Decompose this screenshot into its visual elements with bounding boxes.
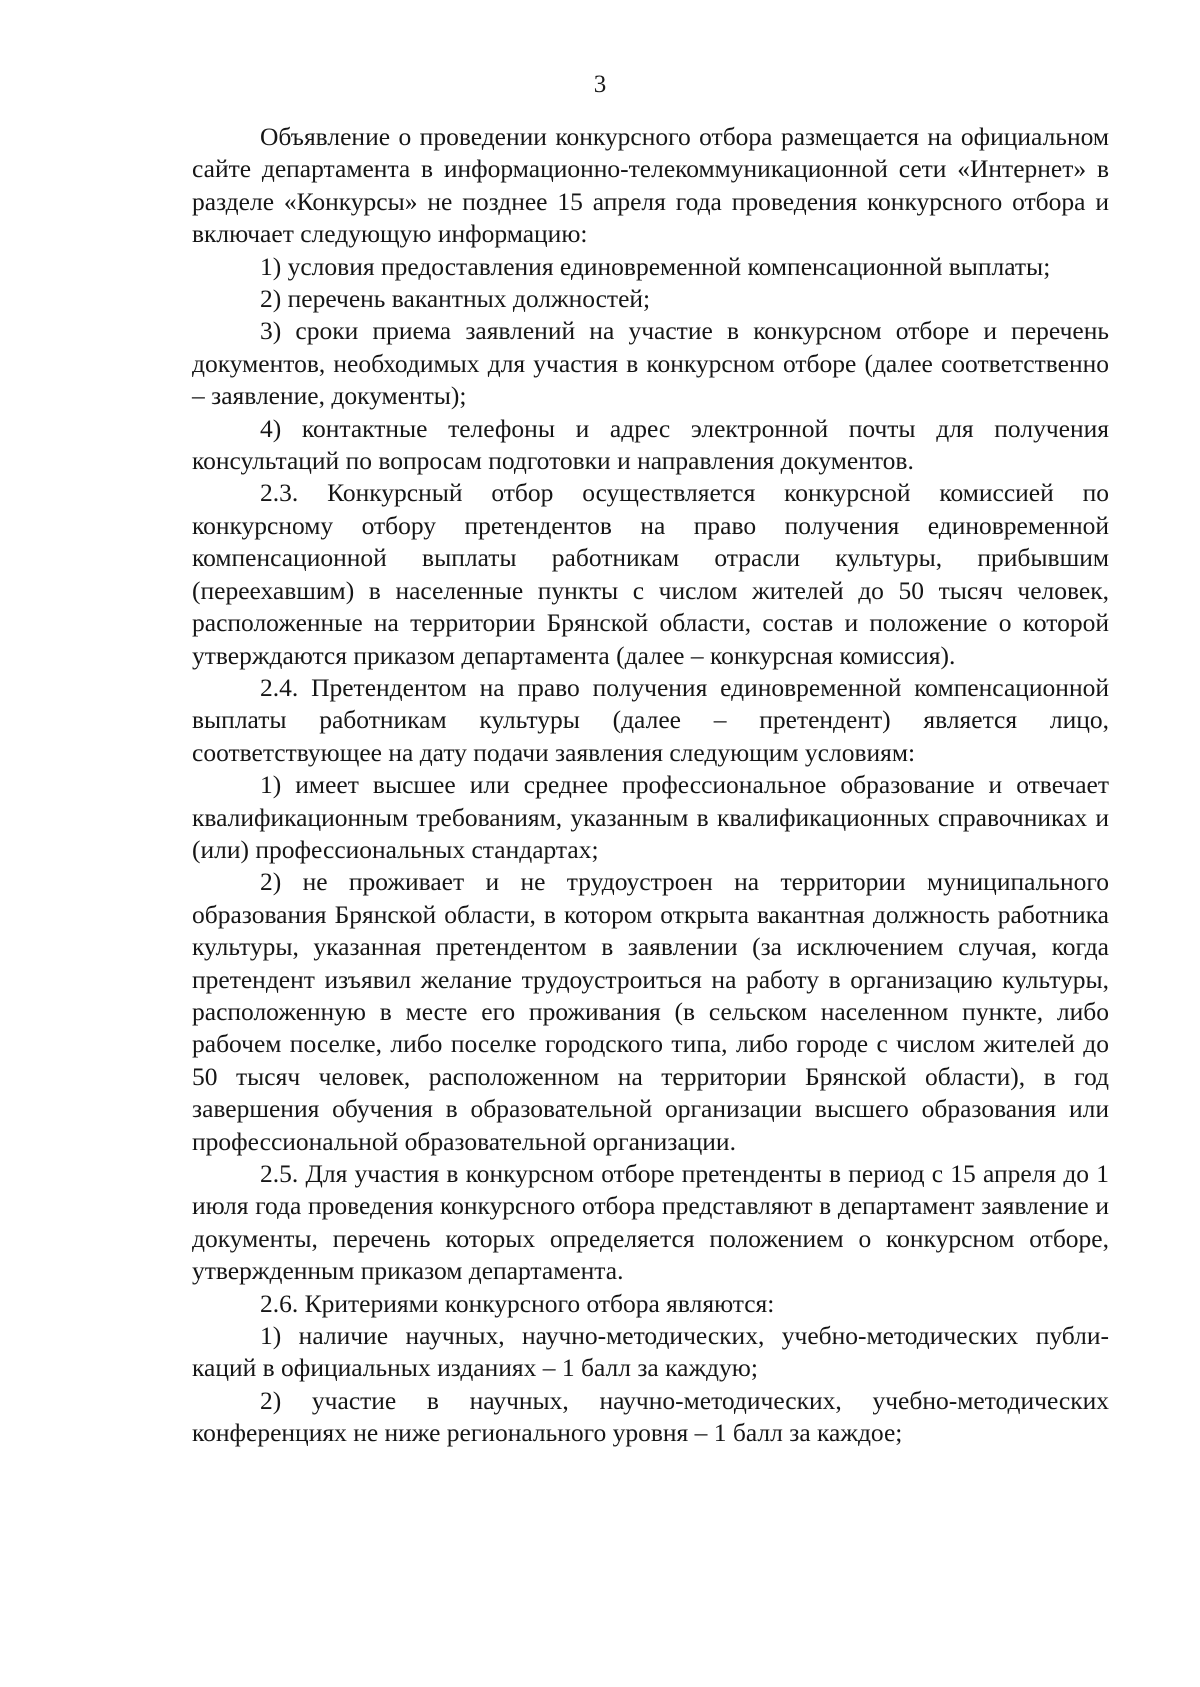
list-item-conditions: 1) условия предоставления единовременной компенсационной выплаты; [260,251,1051,281]
list-item-deadlines: 3) сроки приема заявлений на участие в конкурсном отборе и перечень документов, необходимых для участия в конкурсном отборе (далее соответственно – заявление, документы); [192,316,1109,411]
list-item-conferences: 2) участие в научных, научно-методических, учебно-методических конференциях не ниже регионального уровня – 1 балл за каждое; [192,1385,1109,1448]
list-item-education: 1) имеет высшее или среднее профессиональное образование и отвечает квалификационным требованиям, указанным в квалификационных справочниках и (или) профессиональных стандартах; [192,770,1109,864]
paragraph-2-4: 2.4. Претендентом на право получения единовременной компенсационной выплаты работникам культуры (далее – претендент) является лицо, соответствующее на дату подачи заявления следующим условиям: [192,672,1109,767]
document-body [192,121,1109,1450]
list-item-vacancies: 2) перечень вакантных должностей; [260,284,651,314]
list-item-residence: 2) не проживает и не трудоустроен на территории муниципального образования Брянской области, в котором открыта вакантная должность работника культуры, указанная претендентом в заявлении (за исключением случая, когда претендент изъявил желание трудоустроиться на работу в организацию культуры, расположенную в месте его проживания (в сельском населенном пункте, либо рабочем поселке, либо поселке городского типа, либо городе с числом жителей до 50 тысяч человек, расположенном на территории Брянской области), в год завершения обучения в образовательной организации высшего образования или профессиональной образовательной организации. [192,867,1109,1156]
paragraph-2-3: 2.3. Конкурсный отбор осуществляется конкурсной комиссией по конкурсному отбору претендентов на право получения единовременной компенсационной выплаты работникам отрасли культуры, прибывшим (переехавшим) в населенные пункты с числом жителей до 50 тысяч человек, расположенные на территории Брянской области, состав и положение о которой утверждаются приказом департамента (далее – конкурсная комиссия). [192,478,1109,670]
paragraph-2-5: 2.5. Для участия в конкурсном отборе претенденты в период с 15 апреля до 1 июля года проведения конкурсного отбора представляют в департамент заявление и документы, перечень которых определяется положением о конкурсном отборе, утвержденным приказом департамента. [192,1159,1109,1286]
paragraph-announcement: Объявление о проведении конкурсного отбора размещается на официальном сайте департамента в информационно-телекоммуникационной сети «Интернет» в разделе «Конкурсы» не позднее 15 апреля года проведения конкурсного отбора и включает следующую информацию: [192,122,1109,249]
list-item-publications: 1) наличие научных, научно-методических, учебно-методических публикаций в официальных изданиях – 1 балл за каждую; [192,1321,1109,1383]
list-item-contacts: 4) контактные телефоны и адрес электронной почты для получения консультаций по вопросам подготовки и направления документов. [192,413,1109,476]
page-number: 3 [593,71,607,98]
paragraph-2-6: 2.6. Критериями конкурсного отбора являются: [260,1288,775,1318]
